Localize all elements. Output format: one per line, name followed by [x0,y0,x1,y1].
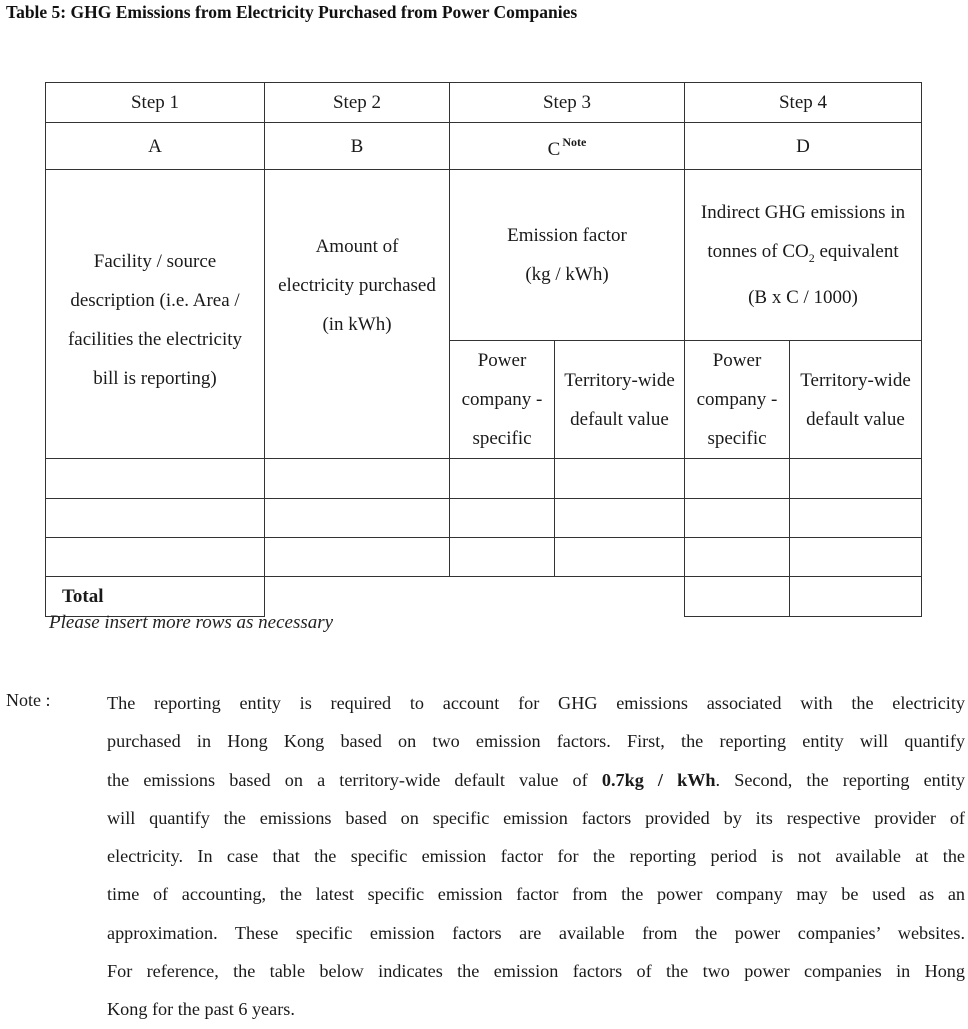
total-label: Total [46,577,265,617]
empty-cell[interactable] [685,499,790,538]
empty-cell[interactable] [46,538,265,577]
default-emission-factor: 0.7kg / kWh [601,769,716,790]
c-power-company-specific: Power company - specific [450,341,555,459]
d-power-company-specific: Power company - specific [685,341,790,459]
empty-cell[interactable] [790,499,922,538]
c-territory-wide-default: Territory-wide default value [555,341,685,459]
total-row [46,577,922,617]
empty-cell[interactable] [46,459,265,499]
column-b-letter: B [265,123,450,170]
facility-description-header: Facility / source description (i.e. Area / facilities the electricity bill is reporting) [46,170,265,459]
ghg-emissions-table [45,82,922,617]
total-d-power-company-cell[interactable] [685,577,790,617]
empty-cell[interactable] [265,538,450,577]
step-4-header: Step 4 [685,83,922,123]
table-row [46,538,922,577]
note-superscript: Note [562,135,587,149]
empty-cell[interactable] [685,459,790,499]
empty-cell[interactable] [450,459,555,499]
table-row [46,499,922,538]
empty-cell[interactable] [46,499,265,538]
total-d-territory-cell[interactable] [790,577,922,617]
empty-cell[interactable] [450,538,555,577]
empty-cell[interactable] [790,538,922,577]
note-paragraph: The reporting entity is required to account for GHG emissions associated with the electricity purchased in Hong Kong based on two emission factors. First, the reporting entity will quantify the emissions based on a territory-wide default value of 0.7kg / kWh. Second, the reporting entity will quantify the emissions based on specific emission factors provided by its respective provider of electricity. In case that the specific emission factor for the reporting period is not available at the time of accounting, the latest specific emission factor from the power company may be used as an approximation. These specific emission factors are available from the power companies’ websites. For reference, the table below indicates the emission factors of the two power companies in Hong Kong for the past 6 years. [107,693,965,1020]
empty-cell[interactable] [555,538,685,577]
table-title: Table 5: GHG Emissions from Electricity Purchased from Power Companies [6,2,578,22]
empty-cell[interactable] [555,459,685,499]
indirect-emissions-header: Indirect GHG emissions in tonnes of $CO_2$ equivalent (B x C / 1000) [685,170,922,341]
column-a-letter: A [46,123,265,170]
table-row [46,459,922,499]
column-d-letter: D [685,123,922,170]
column-c-letter: C $^{Note}$ [450,123,685,170]
step-1-header: Step 1 [46,83,265,123]
empty-cell[interactable] [790,459,922,499]
empty-cell[interactable] [265,459,450,499]
empty-cell[interactable] [555,499,685,538]
steps-row [46,83,922,123]
description-row [46,170,922,341]
emission-factor-header: Emission factor (kg / kWh) [450,170,685,341]
empty-cell[interactable] [265,499,450,538]
d-territory-wide-default: Territory-wide default value [790,341,922,459]
step-2-header: Step 2 [265,83,450,123]
letters-row [46,123,922,170]
amount-purchased-header: Amount of electricity purchased (in kWh) [265,170,450,459]
note-label: Note : [6,690,51,710]
empty-cell[interactable] [450,499,555,538]
empty-cell[interactable] [685,538,790,577]
insert-rows-hint: Please insert more rows as necessary [49,612,334,633]
step-3-header: Step 3 [450,83,685,123]
